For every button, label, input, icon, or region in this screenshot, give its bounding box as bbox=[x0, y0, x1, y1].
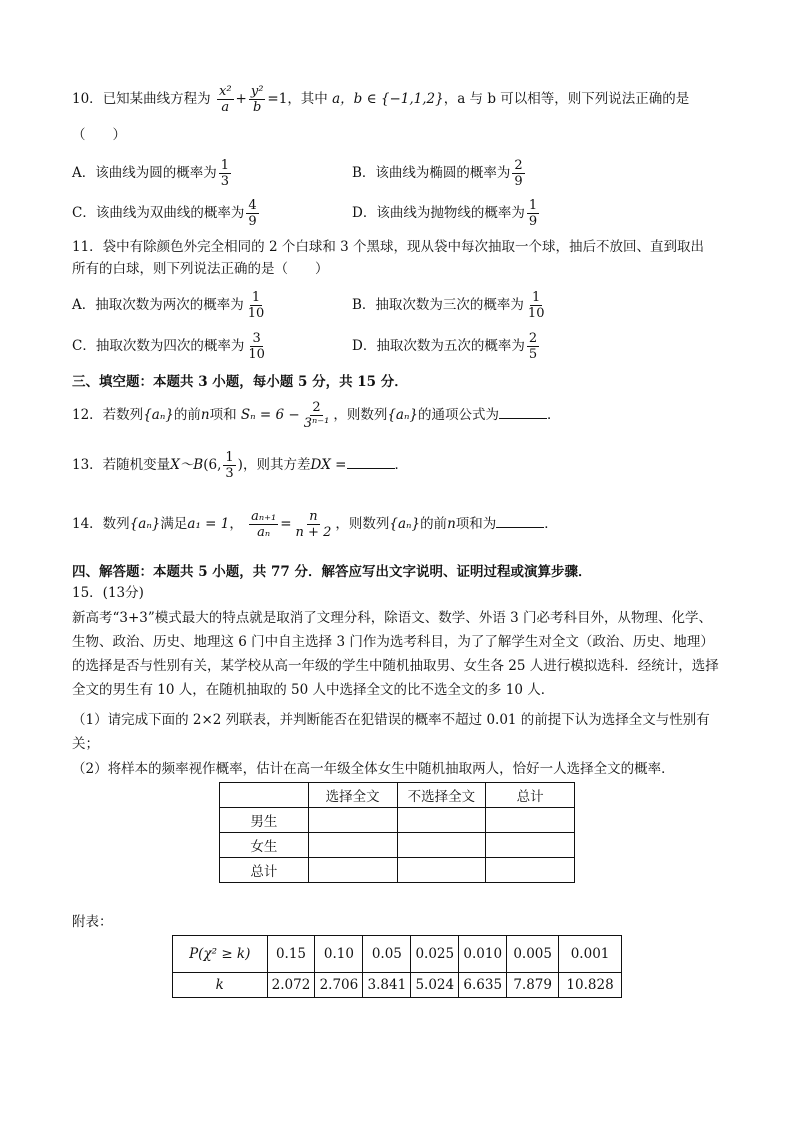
q11-line1: 11．袋中有除颜色外完全相同的 2 个白球和 3 个黑球，现从袋中每次抽取一个球，抽后不放回、直到取出 bbox=[72, 239, 705, 255]
q14-fraction-right: $\frac{n}{n + 2}$ bbox=[295, 509, 332, 540]
table-row: 女生 bbox=[220, 833, 575, 858]
q12-fraction: $\frac{2}{\text{3ⁿ⁻¹}}$ bbox=[303, 400, 330, 431]
p-value-row: P(χ² ≥ k) 0.15 0.10 0.05 0.025 0.010 0.005 0.001 bbox=[173, 936, 622, 973]
k-value-row: k 2.072 2.706 3.841 5.024 6.635 7.879 10.828 bbox=[173, 973, 622, 998]
q11-line2: 所有的白球，则下列说法正确的是（ ） bbox=[72, 261, 329, 277]
q11-option-d: D．抽取次数为五次的概率为 $\frac{2}{5}$ bbox=[352, 331, 538, 362]
appendix-label: 附表： bbox=[72, 914, 113, 930]
q14-answer-blank bbox=[496, 513, 544, 528]
table-row: 总计 bbox=[220, 858, 575, 883]
section-solution-heading: 四、解答题：本题共 5 小题，共 77 分．解答应写出文字说明、证明过程或演算步骤． bbox=[72, 564, 592, 580]
q15-header: 15．(13分) bbox=[72, 585, 144, 601]
q10-option-c: C．该曲线为双曲线的概率为 $\frac{4}{9}$ bbox=[72, 198, 257, 229]
q15-paragraph: 新高考“3+3”模式最大的特点就是取消了文理分科，除语文、数学、外语 3 门必考科目外，从物理、化学、生物、政治、历史、地理这 6 门中自主选择 3 门作为选考科目，为了了解学生对全文（政治、历史、地理）的选择是否与性别有关，某学校从高一年级的学生中随机抽取男、女生各 25 人进行模拟选科．经统计，选择全文的男生有 10 人，在随机抽取的 50 人中选择全文的比不选全文的多 10 人． bbox=[72, 610, 719, 698]
q12: 12．若数列{aₙ}的前n项和 Sₙ = 6 − $\frac{2}{\text{3ⁿ⁻¹}}$ ，则数列{aₙ}的通项公式为 ． bbox=[72, 400, 561, 431]
q13-fraction: $\frac{1}{3}$ bbox=[225, 450, 234, 481]
table-header-row: 选择全文 不选择全文 总计 bbox=[220, 783, 575, 808]
q11-option-b: B．抽取次数为三次的概率为 $\frac{1}{10}$ bbox=[352, 290, 545, 321]
q15-part1: （1）请完成下面的 2×2 列联表，并判断能否在犯错误的概率不超过 0.01 的前提下认为选择全文与性别有关； bbox=[72, 712, 710, 752]
table-row: 男生 bbox=[220, 808, 575, 833]
q11-option-c: C．抽取次数为四次的概率为 $\frac{3}{10}$ bbox=[72, 331, 265, 362]
q14-fraction-left: $\frac{\text{aₙ₊₁}}{\text{aₙ}}$ bbox=[251, 509, 277, 540]
q10-fraction-y: $\frac{\text{y²}}{b}$ bbox=[250, 84, 264, 115]
q10-option-d: D．该曲线为抛物线的概率为 $\frac{1}{9}$ bbox=[352, 198, 538, 229]
chi-square-reference-table bbox=[172, 935, 622, 998]
q11-option-a: A．抽取次数为两次的概率为 $\frac{1}{10}$ bbox=[72, 290, 265, 321]
q10-paren: （ ） bbox=[72, 127, 126, 143]
q10-stem: 10．已知某曲线方程为 $\frac{\text{x²}}{a}$ + $\frac{\text{y²}}{b}$ =1，其中 a，b ∈ {−1,1,2}，a 与 b 可以相等，则下列说法正确的是 bbox=[72, 84, 690, 115]
q15-part2: （2）将样本的频率视作概率，估计在高一年级全体女生中随机抽取两人，恰好一人选择全文的概率． bbox=[72, 761, 675, 777]
q14: 14．数列{aₙ}满足a₁ = 1， $\frac{\text{aₙ₊₁}}{\text{aₙ}}$ = $\frac{n}{n + 2}$ ，则数列{aₙ}的前n项和为 ． bbox=[72, 509, 558, 540]
q13: 13．若随机变量X～B(6, $\frac{1}{3}$ )，则其方差DX = ． bbox=[72, 450, 408, 481]
contingency-table bbox=[219, 782, 575, 883]
q10-option-a: A．该曲线为圆的概率为 $\frac{1}{3}$ bbox=[72, 158, 230, 189]
q10-option-b: B．该曲线为椭圆的概率为 $\frac{2}{9}$ bbox=[352, 158, 523, 189]
q12-answer-blank bbox=[499, 404, 547, 419]
q13-answer-blank bbox=[347, 454, 395, 469]
q10-text: 已知某曲线方程为 bbox=[102, 91, 211, 107]
section-fill-in-heading: 三、填空题：本题共 3 小题，每小题 5 分，共 15 分． bbox=[72, 374, 408, 390]
q10-vars: a，b ∈ {−1,1,2} bbox=[332, 91, 444, 107]
q10-fraction-x: $\frac{\text{x²}}{a}$ bbox=[218, 84, 232, 115]
q10-number: 10． bbox=[72, 91, 103, 107]
